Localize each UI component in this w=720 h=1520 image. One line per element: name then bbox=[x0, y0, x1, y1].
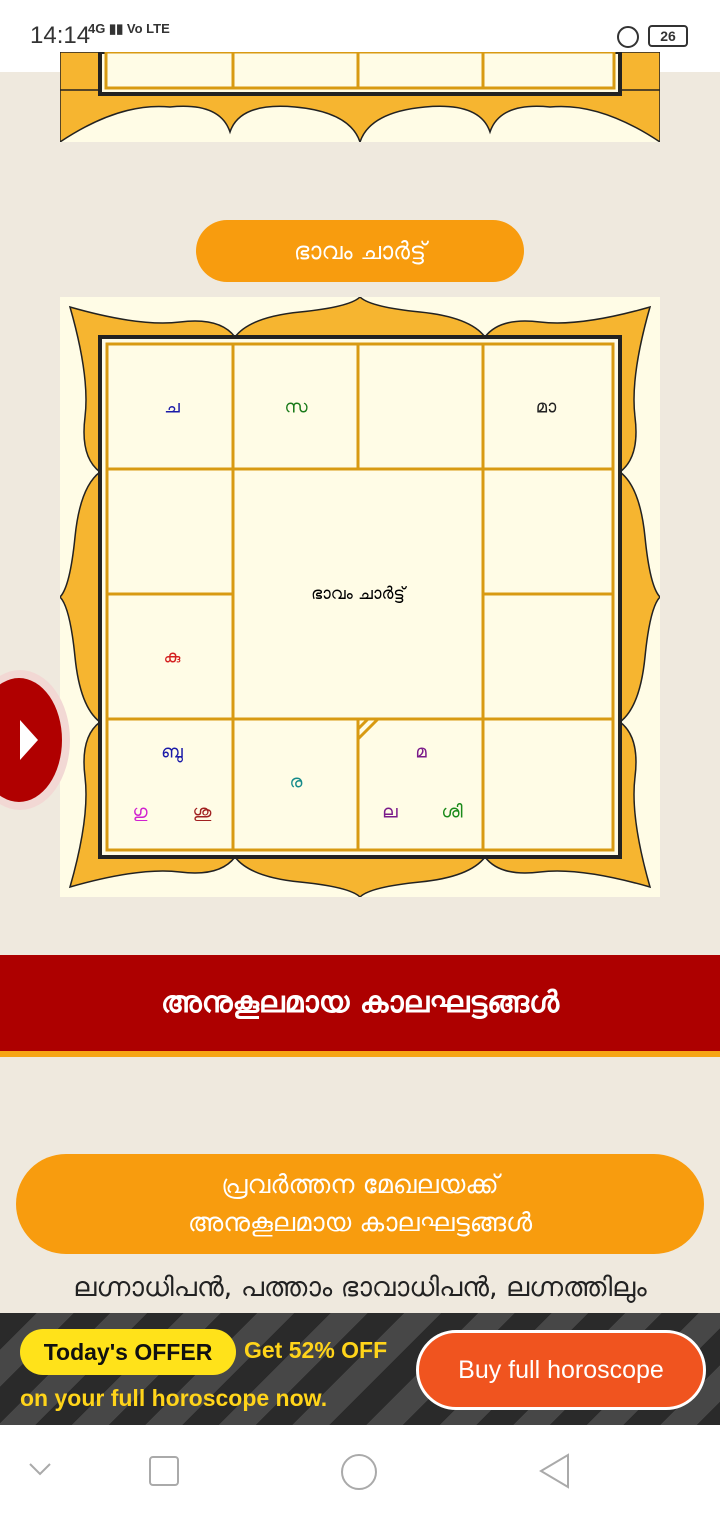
section-title-pill: ഭാവം ചാർട്ട് bbox=[196, 220, 524, 282]
favorable-periods-banner: അനുകൂലമായ കാലഘട്ടങ്ങൾ bbox=[0, 955, 720, 1057]
offer-bar bbox=[0, 1313, 720, 1425]
back-icon[interactable] bbox=[538, 1453, 572, 1489]
chart-cell-label: കു bbox=[163, 646, 181, 668]
chart-cell-label: ശു bbox=[192, 801, 212, 823]
sub-section-line2: അനുകൂലമായ കാലഘട്ടങ്ങൾ bbox=[187, 1208, 533, 1238]
network-indicator bbox=[88, 22, 170, 35]
bhava-chart bbox=[60, 297, 660, 897]
offer-badge: Today's OFFER bbox=[20, 1329, 236, 1375]
network-type: 4G bbox=[88, 21, 106, 36]
alarm-icon bbox=[617, 26, 639, 48]
system-nav-bar bbox=[0, 1425, 720, 1520]
chart-cell-label: ശി bbox=[441, 801, 463, 823]
home-icon[interactable] bbox=[340, 1453, 378, 1491]
offer-subline: on your full horoscope now. bbox=[20, 1385, 328, 1411]
chart-cell-label: ല bbox=[382, 801, 398, 823]
battery-icon: 26 bbox=[648, 25, 688, 47]
status-time: 14:14 bbox=[30, 22, 91, 49]
chart-cell-label: സ bbox=[284, 396, 308, 418]
chart-cell-label: ബു bbox=[161, 741, 183, 763]
signal-icon: ▮▮ bbox=[108, 21, 124, 36]
chart-center-label: ഭാവം ചാർട്ട് bbox=[311, 584, 405, 604]
sub-section-pill bbox=[16, 1154, 704, 1254]
play-arrow-icon bbox=[20, 720, 38, 760]
recents-icon[interactable] bbox=[148, 1455, 180, 1487]
chart-cell-label: ര bbox=[289, 771, 303, 793]
volte-label: Vo LTE bbox=[126, 21, 170, 36]
offer-headline: Get 52% OFF bbox=[244, 1337, 388, 1363]
side-expand-button[interactable] bbox=[0, 670, 70, 810]
body-text: ലഗ്നാധിപൻ, പത്താം ഭാവാധിപൻ, ലഗ്നത്തിലും bbox=[73, 1272, 647, 1303]
sub-section-line1: പ്രവർത്തന മേഖലയക്ക് bbox=[221, 1170, 499, 1200]
previous-chart-bottom bbox=[60, 52, 660, 142]
chart-cell-label: ച bbox=[164, 396, 180, 418]
chart-cell-label: മാ bbox=[535, 396, 557, 418]
buy-horoscope-button[interactable]: Buy full horoscope bbox=[416, 1330, 706, 1410]
chart-cell-label: ഗു bbox=[132, 801, 148, 823]
chevron-down-icon[interactable] bbox=[28, 1461, 52, 1477]
chart-cell-label: മ bbox=[415, 741, 427, 763]
